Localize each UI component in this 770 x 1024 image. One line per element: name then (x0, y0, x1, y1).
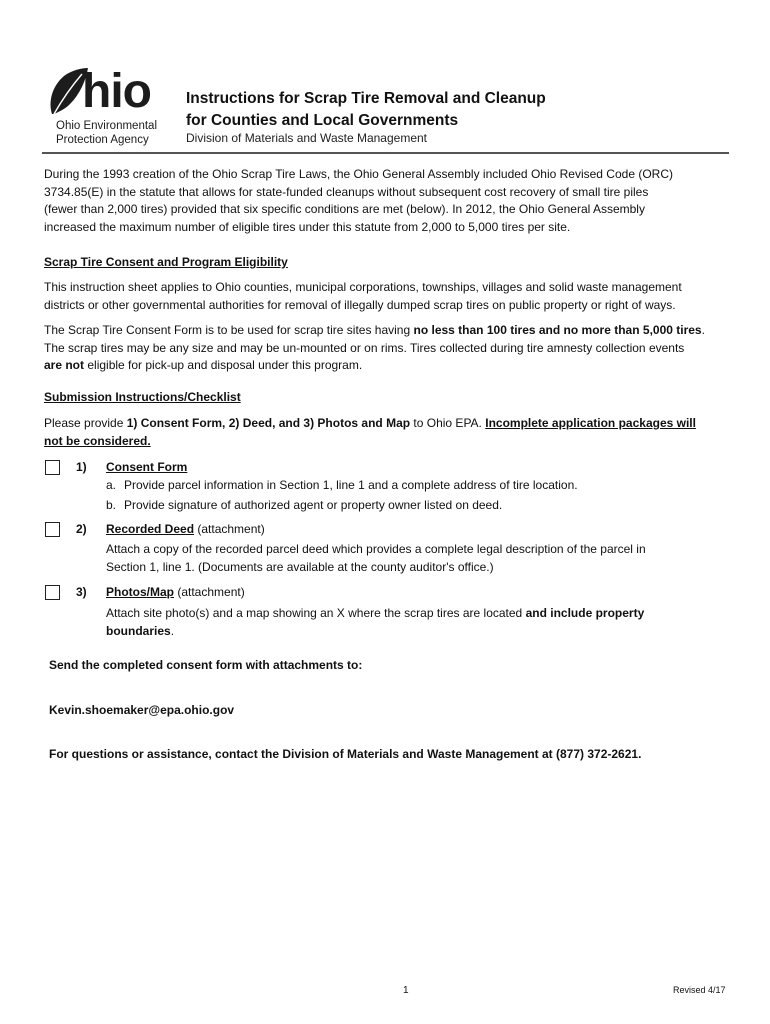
recorded-deed-description: Attach a copy of the recorded parcel deed which provides a complete legal description of the parcel in Section 1, line 1. (Documents are available at the county auditor's office.) (106, 542, 646, 574)
logo-wordmark: hio (82, 65, 151, 118)
item-number: 1) (76, 460, 87, 474)
recorded-deed-title: Recorded Deed (attachment) (106, 522, 265, 536)
contact-email-link[interactable]: Kevin.shoemaker@epa.ohio.gov (49, 703, 235, 717)
division-name: Division of Materials and Waste Management (186, 131, 427, 145)
logo-agency-name: Ohio Environmental Protection Agency (56, 120, 157, 146)
page-title: Instructions for Scrap Tire Removal and Cleanup for Counties and Local Governments (186, 90, 546, 129)
send-instructions: Send the completed consent form with attachments to: (49, 658, 363, 672)
item-number: 2) (76, 522, 87, 536)
header-divider (42, 152, 729, 154)
submission-intro: Please provide 1) Consent Form, 2) Deed, and 3) Photos and Map to Ohio EPA. Incomplete application packages will not be considered. (44, 416, 696, 448)
item-number: 3) (76, 585, 87, 599)
eligibility-paragraph-2: The Scrap Tire Consent Form is to be used for scrap tire sites having no less than 100 tires and no more than 5,000 tires. The scrap tires may be any size and may be un-mounted or on rims. Tires collected during tire amnesty collection events are not eligible for pick-up and disposal under this program. (44, 323, 705, 372)
eligibility-heading: Scrap Tire Consent and Program Eligibility (44, 255, 288, 269)
submission-heading: Submission Instructions/Checklist (44, 390, 241, 404)
page-number: 1 (403, 985, 409, 996)
ohio-epa-logo (42, 66, 166, 150)
consent-form-checkbox[interactable] (45, 460, 60, 475)
consent-form-title: Consent Form (106, 460, 188, 474)
intro-paragraph: During the 1993 creation of the Ohio Scrap Tire Laws, the Ohio General Assembly included Ohio Revised Code (ORC) 3734.85(E) in the statute that allows for state-funded cleanups without subsequent cost recovery of small tire piles (fewer than 2,000 tires) provided that six specific conditions are met (below). In 2012, the Ohio General Assembly increased the maximum number of eligible tires under this statute from 2,000 to 5,000 tires per site. (44, 167, 673, 234)
photos-map-checkbox[interactable] (45, 585, 60, 600)
questions-contact: For questions or assistance, contact the Division of Materials and Waste Management at (877) 372-2621. (49, 747, 642, 761)
revision-date: Revised 4/17 (673, 985, 726, 995)
eligibility-paragraph-1: This instruction sheet applies to Ohio counties, municipal corporations, townships, villages and solid waste management districts or other governmental authorities for removal of illegally dumped scrap tires on public property or right of ways. (44, 280, 682, 312)
recorded-deed-checkbox[interactable] (45, 522, 60, 537)
consent-form-step-b: b. Provide signature of authorized agent or property owner listed on deed. (106, 498, 503, 512)
photos-map-title: Photos/Map (attachment) (106, 585, 245, 599)
photos-map-description: Attach site photo(s) and a map showing an X where the scrap tires are located and include property boundaries. (106, 606, 645, 638)
consent-form-step-a: a. Provide parcel information in Section 1, line 1 and a complete address of tire location. (106, 478, 578, 492)
